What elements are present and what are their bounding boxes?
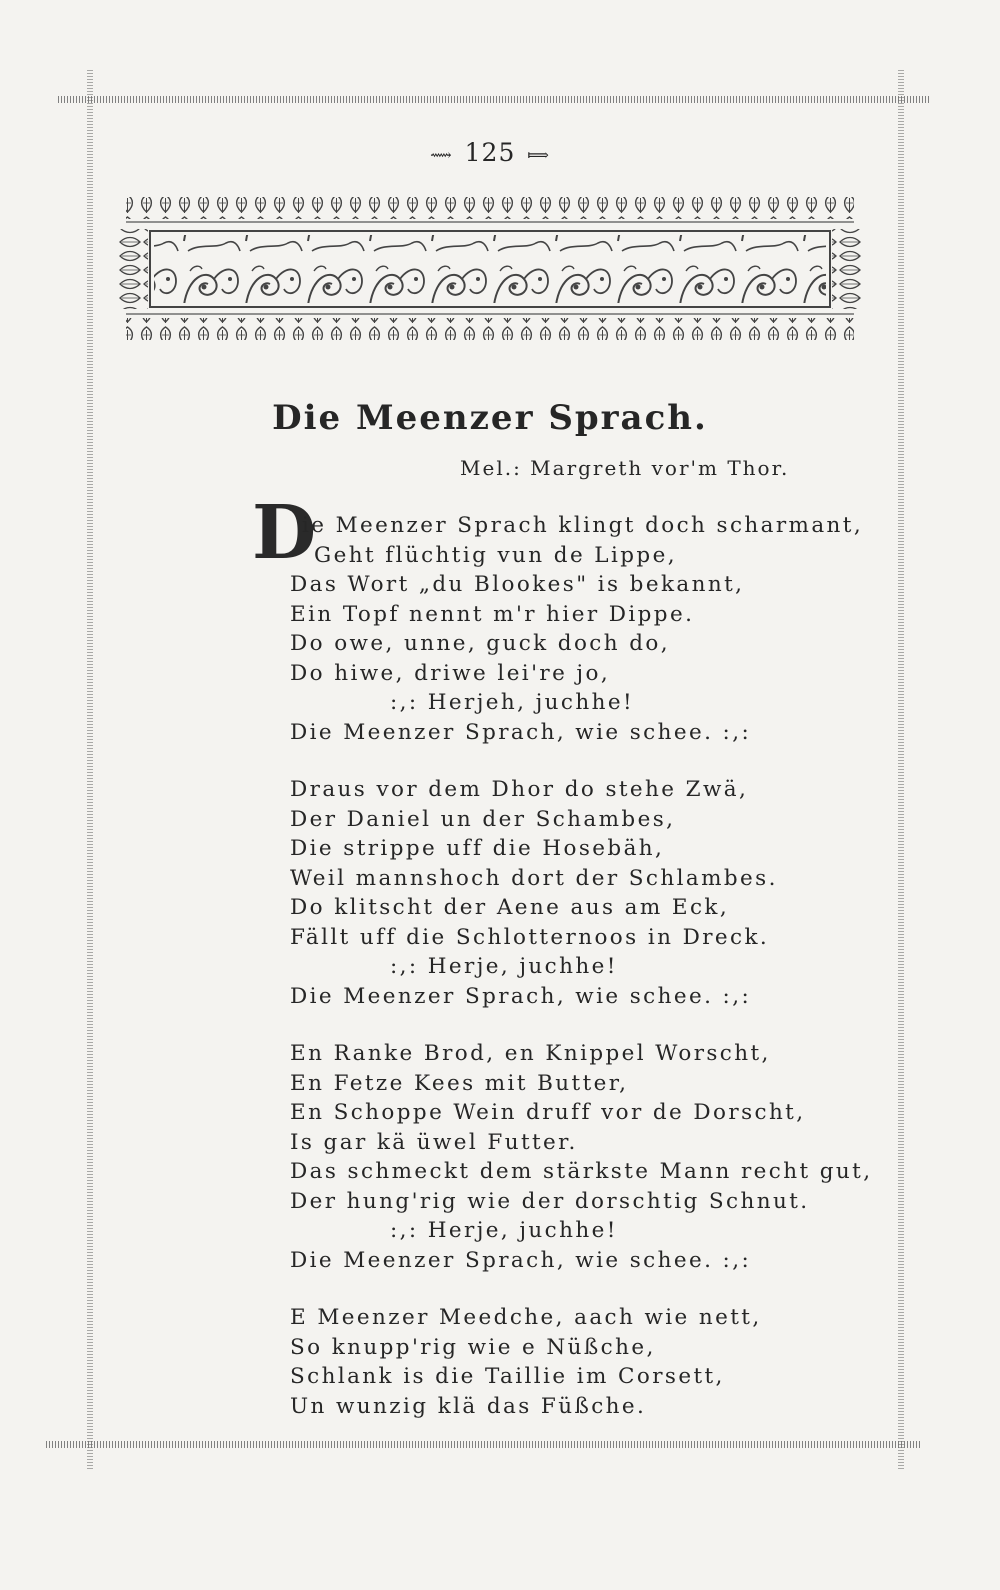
poem-refrain: Die Meenzer Sprach, wie schee. :,: — [290, 720, 752, 745]
top-border-rule — [58, 96, 930, 103]
poem-line: Do owe, unne, guck doch do, — [290, 631, 670, 656]
right-flourish-icon: ⟾ — [527, 145, 550, 164]
poem-line: Der Daniel un der Schambes, — [290, 807, 676, 832]
decorative-header-ornament — [118, 193, 862, 343]
right-border-rule — [898, 70, 904, 1470]
poem-line: ie Meenzer Sprach klingt doch scharmant, — [302, 513, 864, 538]
poem-line: Do hiwe, driwe lei're jo, — [290, 661, 611, 686]
poem-line: En Ranke Brod, en Knippel Worscht, — [290, 1041, 771, 1066]
left-border-rule — [87, 70, 93, 1470]
poem-line: Das Wort „du Blookes" is bekannt, — [290, 572, 745, 597]
poem-line: En Schoppe Wein druff vor de Dorscht, — [290, 1100, 806, 1125]
poem-refrain: :,: Herje, juchhe! — [390, 954, 618, 979]
drop-cap: D — [252, 490, 317, 576]
poem-title: Die Meenzer Sprach. — [272, 398, 708, 438]
poem-line: Do klitscht der Aene aus am Eck, — [290, 895, 730, 920]
left-flourish-icon: ⟿ — [430, 145, 453, 164]
poem-line: So knupp'rig wie e Nüßche, — [290, 1335, 656, 1360]
poem-line: Die strippe uff die Hosebäh, — [290, 836, 665, 861]
page-number: 125 — [464, 138, 516, 167]
poem-line: Der hung'rig wie der dorschtig Schnut. — [290, 1189, 810, 1214]
poem-line: Un wunzig klä das Füßche. — [290, 1394, 647, 1419]
poem-line: Geht flüchtig vun de Lippe, — [314, 543, 677, 568]
poem-refrain: :,: Herjeh, juchhe! — [390, 690, 635, 715]
poem-refrain: :,: Herje, juchhe! — [390, 1218, 618, 1243]
poem-line: En Fetze Kees mit Butter, — [290, 1071, 629, 1096]
poem-line: Is gar kä üwel Futter. — [290, 1130, 578, 1155]
poem-line: E Meenzer Meedche, aach wie nett, — [290, 1305, 762, 1330]
poem-line: Weil mannshoch dort der Schlambes. — [290, 866, 778, 891]
poem-line: Schlank is die Taillie im Corsett, — [290, 1364, 725, 1389]
poem-line: Draus vor dem Dhor do stehe Zwä, — [290, 777, 749, 802]
page-number-line — [0, 138, 980, 167]
poem-refrain: Die Meenzer Sprach, wie schee. :,: — [290, 1248, 752, 1273]
melody-note: Mel.: Margreth vor'm Thor. — [460, 456, 790, 480]
bottom-border-rule — [46, 1441, 922, 1448]
poem-line: Fällt uff die Schlotternoos in Dreck. — [290, 925, 770, 950]
poem-line: Ein Topf nennt m'r hier Dippe. — [290, 602, 695, 627]
poem-refrain: Die Meenzer Sprach, wie schee. :,: — [290, 984, 752, 1009]
poem-line: Das schmeckt dem stärkste Mann recht gut, — [290, 1159, 873, 1184]
